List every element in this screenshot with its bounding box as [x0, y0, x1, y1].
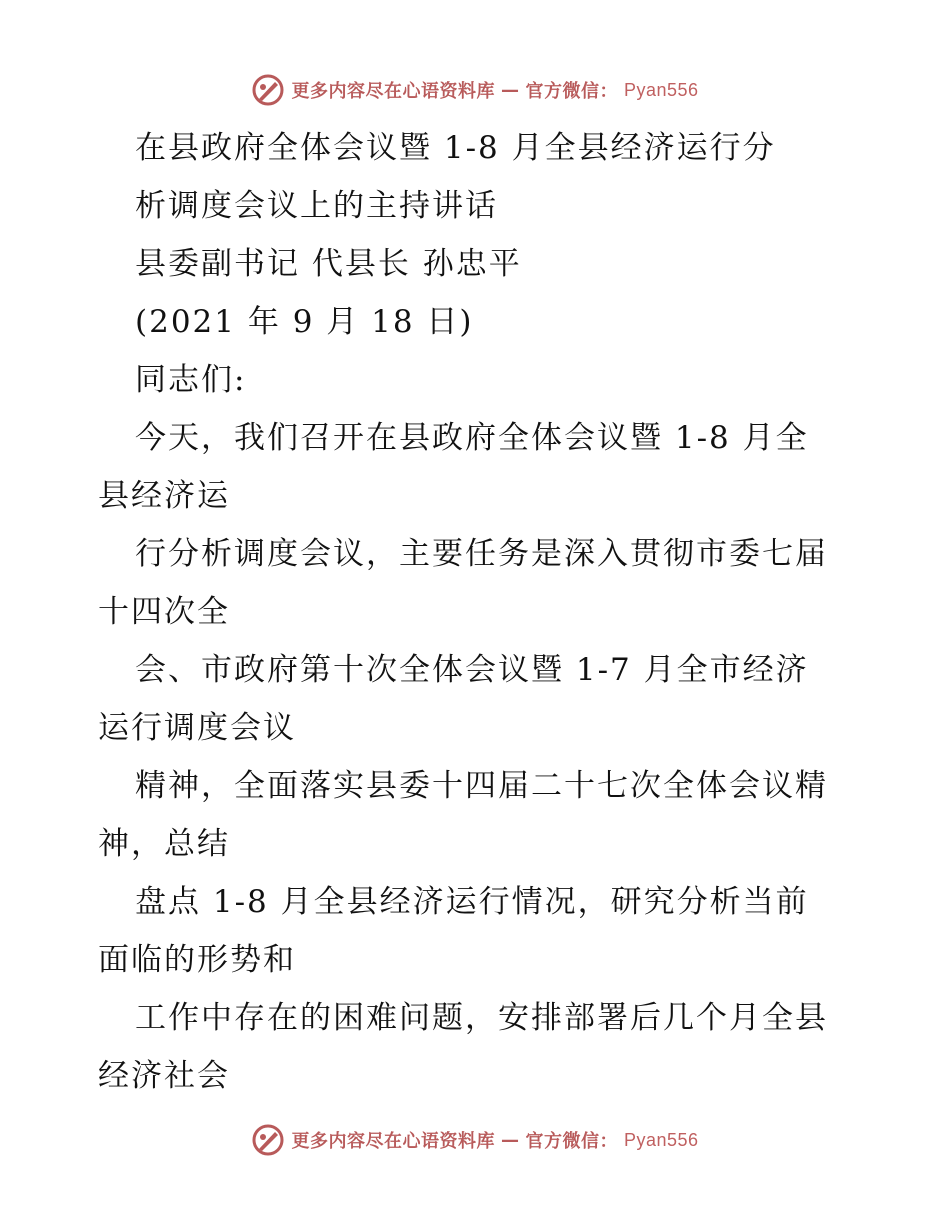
date-line: (2021 年 9 月 18 日)	[135, 304, 474, 340]
watermark-label: 官方微信：	[525, 81, 618, 102]
watermark-handle: Pyan556	[623, 79, 699, 100]
paragraph-line: 今天，我们召开在县政府全体会议暨 1-8 月全	[135, 420, 809, 456]
paragraph-line: 盘点 1-8 月全县经济运行情况，研究分析当前	[135, 884, 809, 920]
paragraph-line: 神，总结	[98, 826, 230, 862]
paragraph-line: 县经济运	[98, 478, 230, 514]
paragraph-line: 会、市政府第十次全体会议暨 1-7 月全市经济	[135, 652, 809, 688]
title-line-2: 析调度会议上的主持讲话	[135, 188, 498, 224]
footer-watermark	[0, 1120, 950, 1160]
watermark-handle: Pyan556	[623, 1129, 699, 1150]
paragraph-line: 经济社会	[98, 1058, 230, 1094]
watermark-brand: 更多内容尽在心语资料库	[291, 1131, 495, 1152]
header-watermark	[0, 70, 950, 110]
watermark-dash: —	[500, 79, 520, 101]
paragraph-line: 十四次全	[98, 594, 230, 630]
paragraph-line: 工作中存在的困难问题，安排部署后几个月全县	[135, 1000, 828, 1036]
watermark-brand: 更多内容尽在心语资料库	[291, 81, 495, 102]
watermark-label: 官方微信：	[525, 1131, 618, 1152]
paragraph-line: 运行调度会议	[98, 710, 296, 746]
quill-seal-icon	[251, 1123, 285, 1157]
salutation: 同志们:	[135, 362, 247, 398]
paragraph-line: 行分析调度会议，主要任务是深入贯彻市委七届	[135, 536, 828, 572]
quill-seal-icon	[251, 73, 285, 107]
paragraph-line: 精神，全面落实县委十四届二十七次全体会议精	[135, 768, 828, 804]
watermark-dash: —	[500, 1129, 520, 1151]
author-line: 县委副书记 代县长 孙忠平	[135, 246, 522, 282]
paragraph-line: 面临的形势和	[98, 942, 296, 978]
title-line-1: 在县政府全体会议暨 1-8 月全县经济运行分	[135, 130, 776, 166]
